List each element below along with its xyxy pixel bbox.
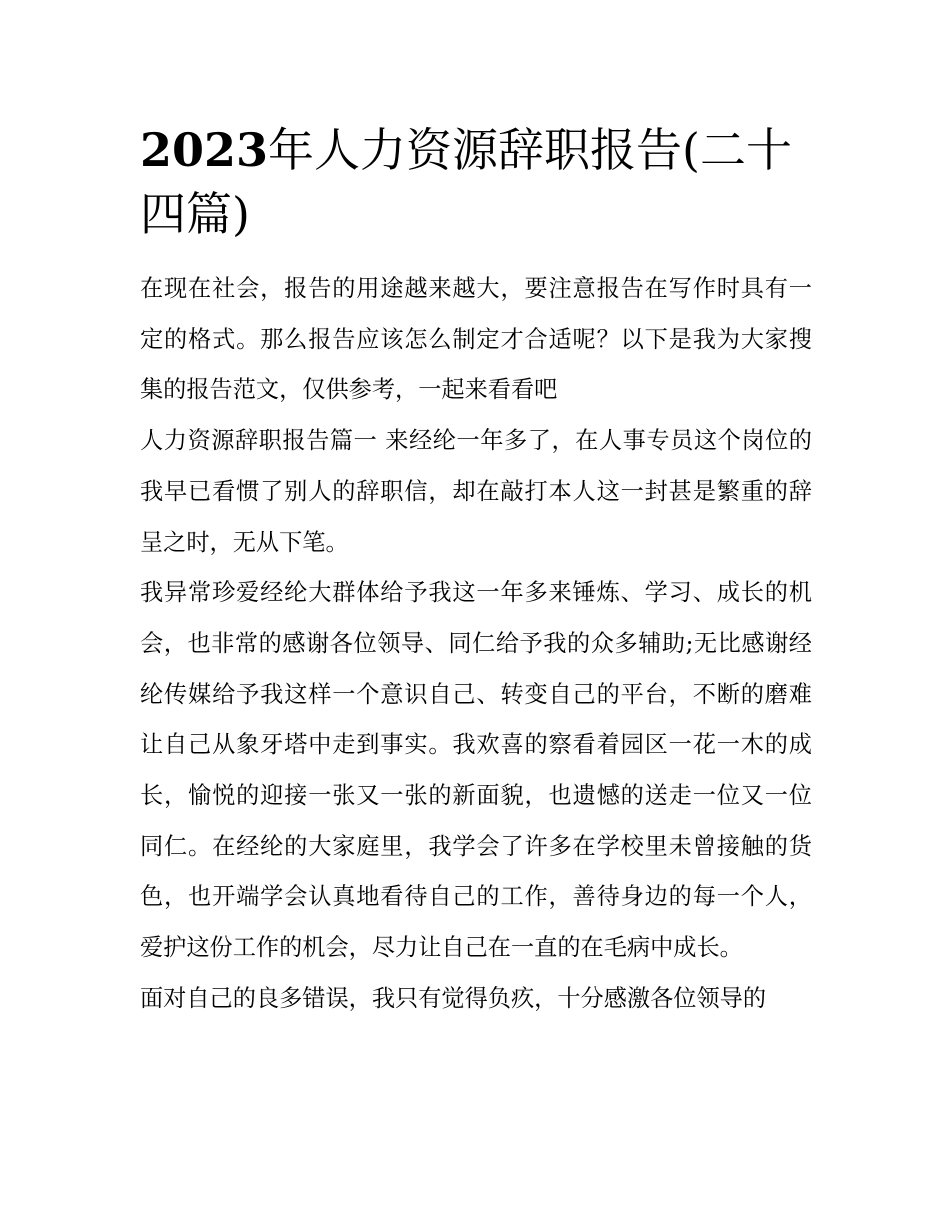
paragraph-intro: 在现在社会，报告的用途越来越大，要注意报告在写作时具有一定的格式。那么报告应该怎么制定才合适呢？以下是我为大家搜集的报告范文，仅供参考，一起来看看吧 bbox=[140, 275, 812, 404]
document-content bbox=[140, 118, 812, 1025]
paragraph-mistakes: 面对自己的良多错误，我只有觉得负疚，十分感激各位领导的 bbox=[140, 984, 767, 1012]
paragraph-section-one: 人力资源辞职报告篇一 来经纶一年多了，在人事专员这个岗位的我早已看惯了别人的辞职信，却在敲打本人这一封甚是繁重的辞呈之时，无从下笔。 bbox=[140, 427, 812, 556]
document-body bbox=[140, 264, 812, 1025]
title-text: 年人力资源辞职报告(二十四篇) bbox=[140, 123, 792, 241]
title-year: 2023 bbox=[140, 123, 269, 177]
paragraph-gratitude: 我异常珍爱经纶大群体给予我这一年多来锤炼、学习、成长的机会，也非常的感谢各位领导、同仁给予我的众多辅助;无比感谢经纶传媒给予我这样一个意识自己、转变自己的平台，不断的磨难让自己从象牙塔中走到事实。我欢喜的察看着园区一花一木的成长，愉悦的迎接一张又一张的新面貌，也遗憾的送走一位又一位同仁。在经纶的大家庭里，我学会了许多在学校里未曾接触的货色，也开端学会认真地看待自己的工作，善待身边的每一个人，爱护这份工作的机会，尽力让自己在一直的在毛病中成长。 bbox=[140, 579, 812, 962]
document-title bbox=[140, 118, 812, 246]
